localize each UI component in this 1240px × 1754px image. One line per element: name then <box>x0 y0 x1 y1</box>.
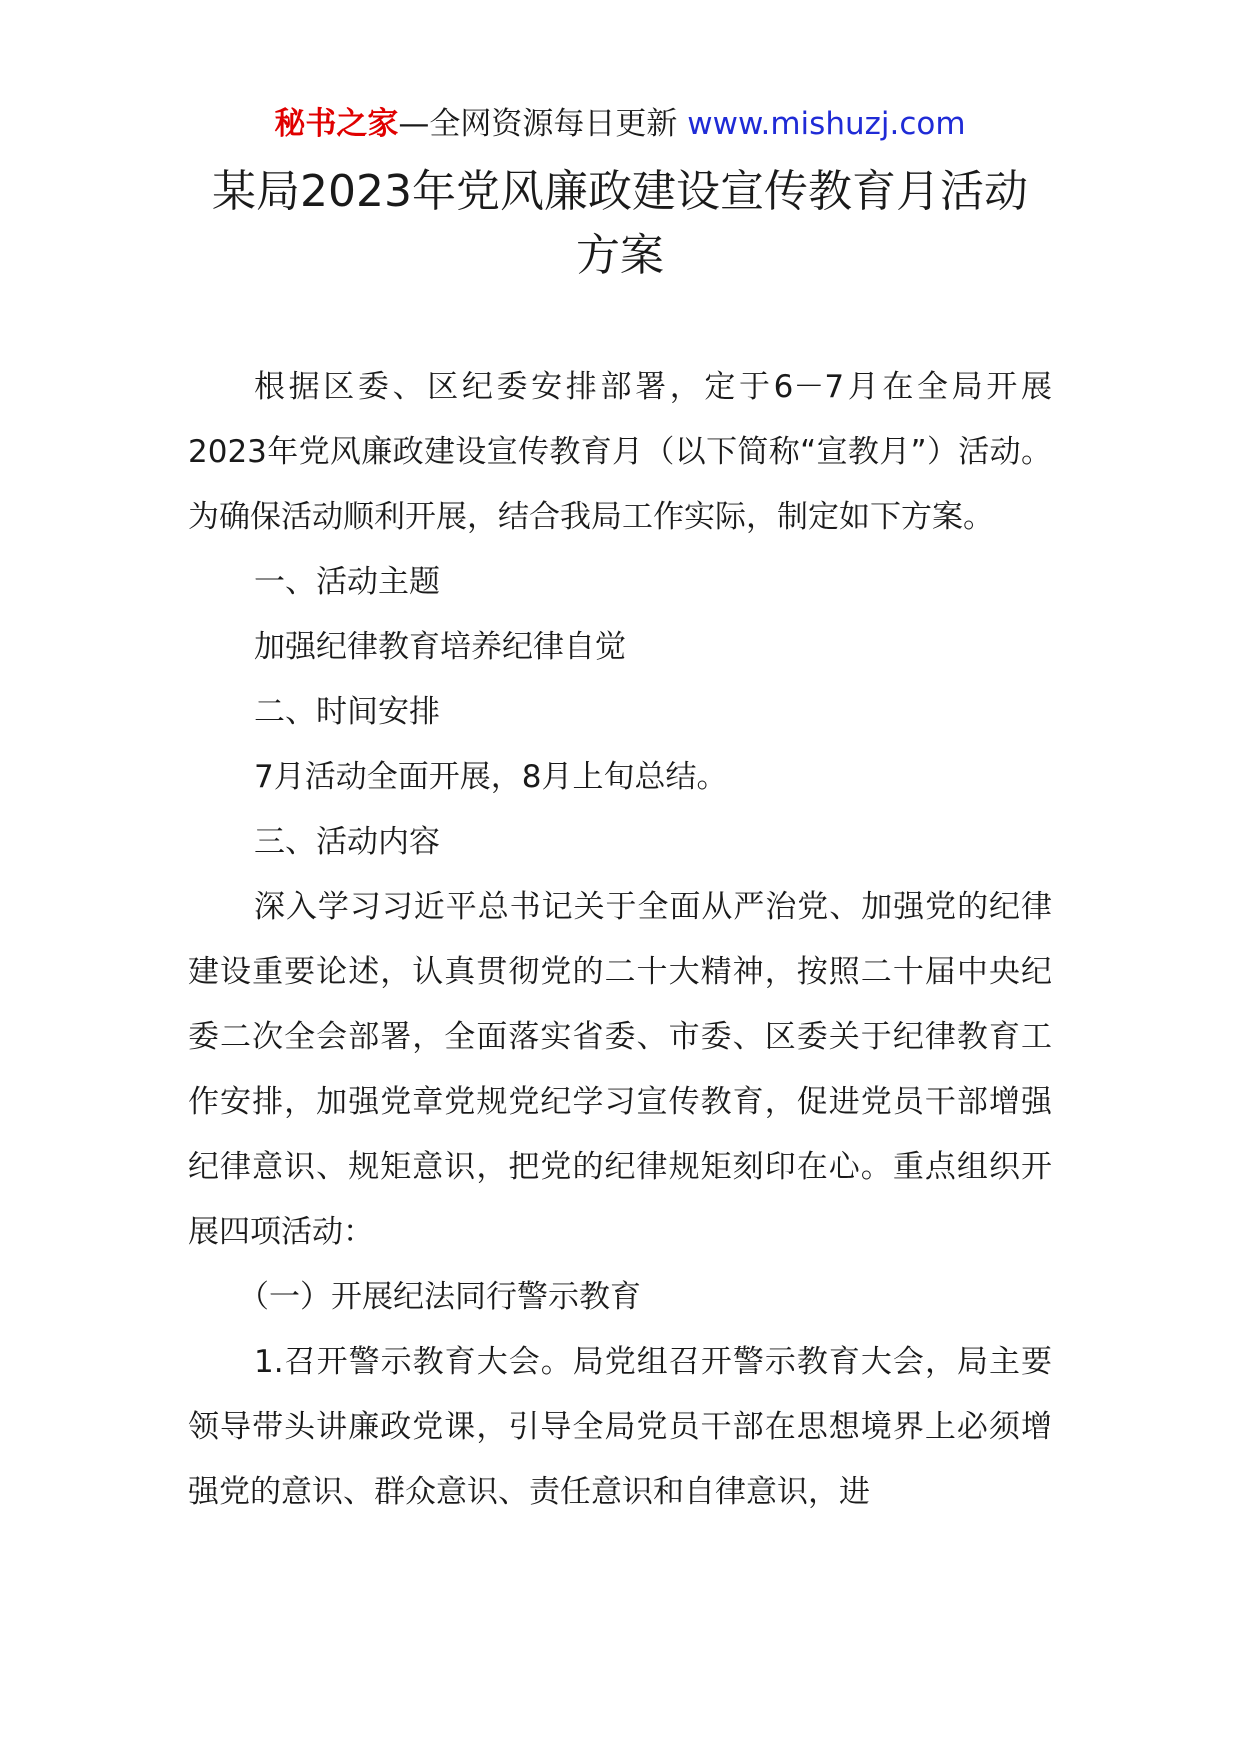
section-heading-content: 三、活动内容 <box>254 824 440 860</box>
theme-text: 加强纪律教育培养纪律自觉 <box>254 629 626 665</box>
site-url-link[interactable]: www.mishuzj.com <box>687 106 966 142</box>
title-line-1: 某局2023年党风廉政建设宣传教育月活动 <box>212 166 1028 217</box>
section-heading-schedule: 二、时间安排 <box>254 694 440 730</box>
subsection-heading-1: （一）开展纪法同行警示教育 <box>238 1279 641 1315</box>
brand-name: 秘书之家 <box>274 106 399 142</box>
section-heading-theme: 一、活动主题 <box>254 564 440 600</box>
schedule-text: 7月活动全面开展，8月上旬总结。 <box>254 759 728 795</box>
document-title <box>0 160 1240 288</box>
item-paragraph-1: 1.召开警示教育大会。局党组召开警示教育大会，局主要领导带头讲廉政党课，引导全局党员干部在思想境界上必须增强党的意识、群众意识、责任意识和自律意识，进 <box>188 1344 1052 1510</box>
header-slogan: —全网资源每日更新 <box>398 106 688 142</box>
site-header <box>0 102 1240 146</box>
title-line-2: 方案 <box>576 230 664 281</box>
content-paragraph: 深入学习习近平总书记关于全面从严治党、加强党的纪律建设重要论述，认真贯彻党的二十大精神，按照二十届中央纪委二次全会部署，全面落实省委、市委、区委关于纪律教育工作安排，加强党章党规党纪学习宣传教育，促进党员干部增强纪律意识、规矩意识，把党的纪律规矩刻印在心。重点组织开展四项活动： <box>188 889 1052 1250</box>
intro-paragraph: 根据区委、区纪委安排部署，定于6－7月在全局开展2023年党风廉政建设宣传教育月（以下简称“宣教月”）活动。为确保活动顺利开展，结合我局工作实际，制定如下方案。 <box>188 369 1052 535</box>
document-body <box>188 355 1052 1525</box>
